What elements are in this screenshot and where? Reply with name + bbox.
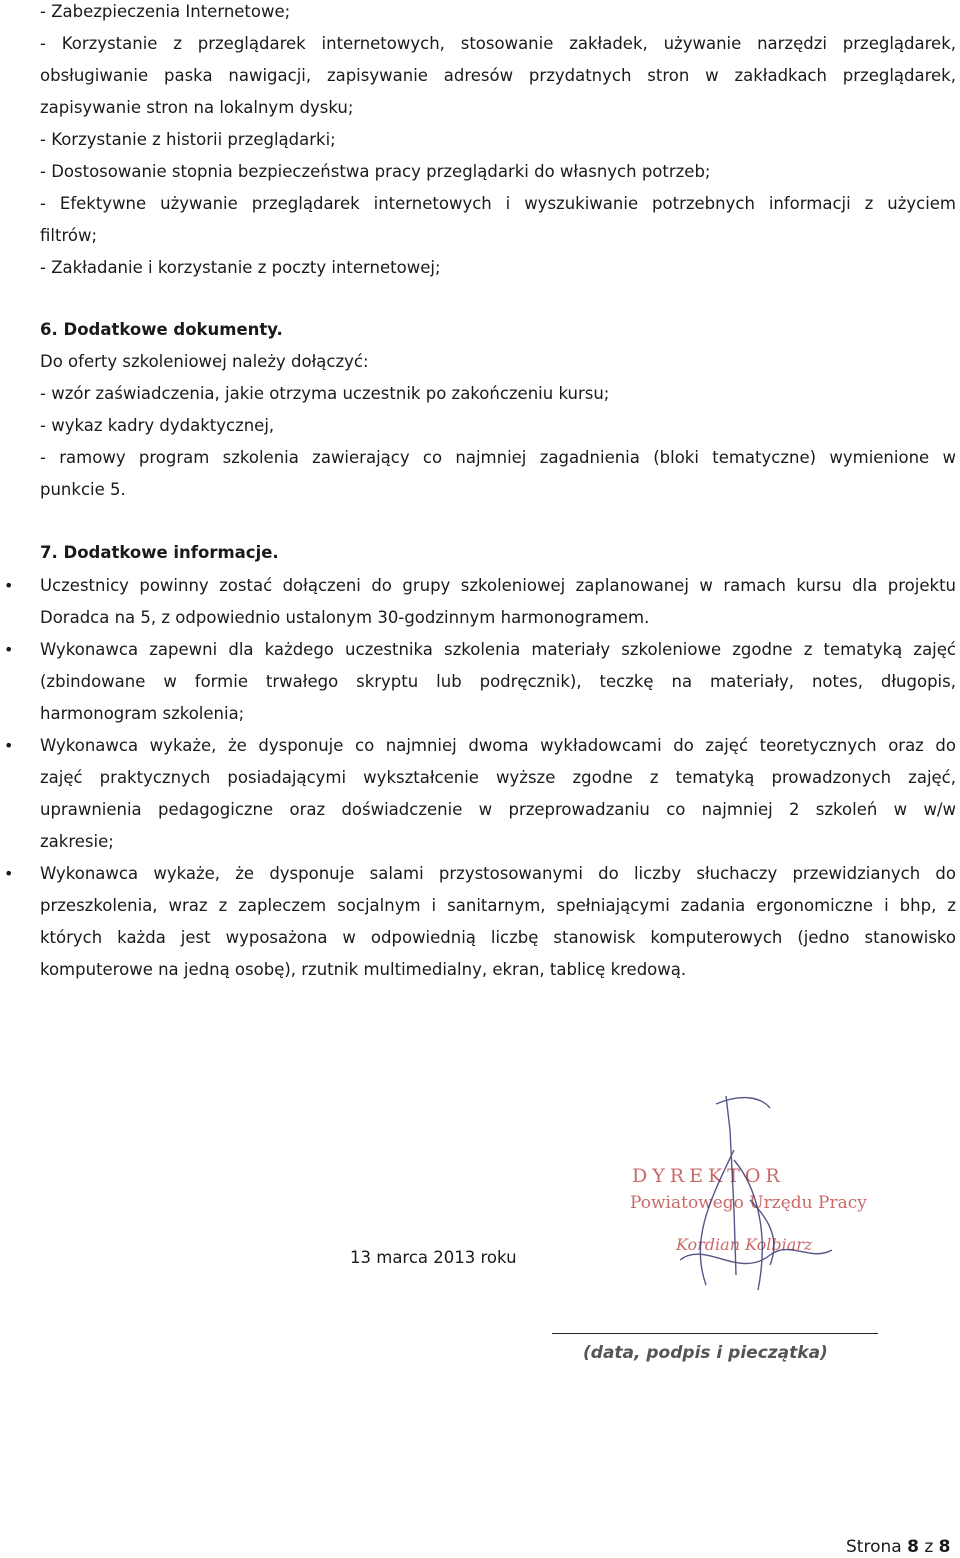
- bullet-text: Wykonawca wykaże, że dysponuje co najmniej dwoma wykładowcami do zajęć teoretycznych oraz do: [40, 736, 956, 755]
- bullet-text: Doradca na 5, z odpowiednio ustalonym 30-godzinnym harmonogramem.: [40, 608, 650, 627]
- paragraph-line: Do oferty szkoleniowej należy dołączyć:: [40, 352, 369, 371]
- bullet-icon: •: [4, 640, 14, 659]
- page-number-current: 8: [907, 1537, 919, 1557]
- bullet-text: Wykonawca wykaże, że dysponuje salami przystosowanymi do liczby słuchaczy przewidzianych do: [40, 864, 956, 883]
- stamp-text: [630, 1165, 867, 1254]
- bullet-text: Wykonawca zapewni dla każdego uczestnika szkolenia materiały szkoleniowe zgodne z tematyką zajęć: [40, 640, 956, 659]
- page-number: [846, 1537, 951, 1557]
- signature-date: 13 marca 2013 roku: [350, 1248, 517, 1267]
- list-item: - Efektywne używanie przeglądarek internetowych i wyszukiwanie potrzebnych informacji z użyciem: [40, 194, 956, 213]
- list-item: - Zabezpieczenia Internetowe;: [40, 2, 291, 21]
- list-item: - Zakładanie i korzystanie z poczty internetowej;: [40, 258, 441, 277]
- list-item: - wykaz kadry dydaktycznej,: [40, 416, 275, 435]
- list-item: - Korzystanie z historii przeglądarki;: [40, 130, 336, 149]
- list-item: - Korzystanie z przeglądarek internetowych, stosowanie zakładek, używanie narzędzi przeglądarek,: [40, 34, 956, 53]
- list-item: - Dostosowanie stopnia bezpieczeństwa pracy przeglądarki do własnych potrzeb;: [40, 162, 711, 181]
- bullet-text: harmonogram szkolenia;: [40, 704, 245, 723]
- bullet-text: zajęć praktycznych posiadającymi wykształcenie wyższe zgodne z tematyką prowadzonych zajęć,: [40, 768, 956, 787]
- bullet-text: których każda jest wyposażona w odpowiednią liczbę stanowisk komputerowych (jedno stanowisko: [40, 928, 956, 947]
- bullet-text: Uczestnicy powinny zostać dołączeni do grupy szkoleniowej zaplanowanej w ramach kursu dla projektu: [40, 576, 956, 595]
- bullet-text: przeszkolenia, wraz z zapleczem socjalnym i sanitarnym, spełniającymi zadania ergonomiczne i bhp, z: [40, 896, 956, 915]
- section-heading: 7. Dodatkowe informacje.: [40, 543, 279, 562]
- bullet-icon: •: [4, 864, 14, 883]
- list-item: punkcie 5.: [40, 480, 126, 499]
- signature-caption: (data, podpis i pieczątka): [583, 1343, 828, 1363]
- section-heading: 6. Dodatkowe dokumenty.: [40, 320, 283, 339]
- bullet-icon: •: [4, 576, 14, 595]
- svg-text:Kordian Kolbiarz: Kordian Kolbiarz: [676, 1235, 813, 1254]
- svg-text:DYREKTOR: DYREKTOR: [632, 1165, 785, 1187]
- list-item: - ramowy program szkolenia zawierający co najmniej zagadnienia (bloki tematyczne) wymienione w: [40, 448, 956, 467]
- director-stamp: [620, 1090, 880, 1300]
- page-number-prefix: Strona: [846, 1537, 908, 1557]
- svg-text:Powiatowego Urzędu Pracy: Powiatowego Urzędu Pracy: [630, 1193, 867, 1213]
- list-item: zapisywanie stron na lokalnym dysku;: [40, 98, 354, 117]
- page-number-total: 8: [938, 1537, 951, 1557]
- bullet-text: (zbindowane w formie trwałego skryptu lub podręcznik), teczkę na materiały, notes, długopis,: [40, 672, 956, 691]
- bullet-text: zakresie;: [40, 832, 114, 851]
- bullet-icon: •: [4, 736, 14, 755]
- list-item: filtrów;: [40, 226, 98, 245]
- list-item: obsługiwanie paska nawigacji, zapisywanie adresów przydatnych stron w zakładkach przeglądarek,: [40, 66, 956, 85]
- signature-line: [552, 1333, 878, 1334]
- list-item: - wzór zaświadczenia, jakie otrzyma uczestnik po zakończeniu kursu;: [40, 384, 610, 403]
- bullet-text: komputerowe na jedną osobę), rzutnik multimedialny, ekran, tablicę kredową.: [40, 960, 687, 979]
- bullet-text: uprawnienia pedagogiczne oraz doświadczenie w przeprowadzaniu co najmniej 2 szkoleń w w/w: [40, 800, 956, 819]
- page-number-middle: z: [918, 1537, 939, 1557]
